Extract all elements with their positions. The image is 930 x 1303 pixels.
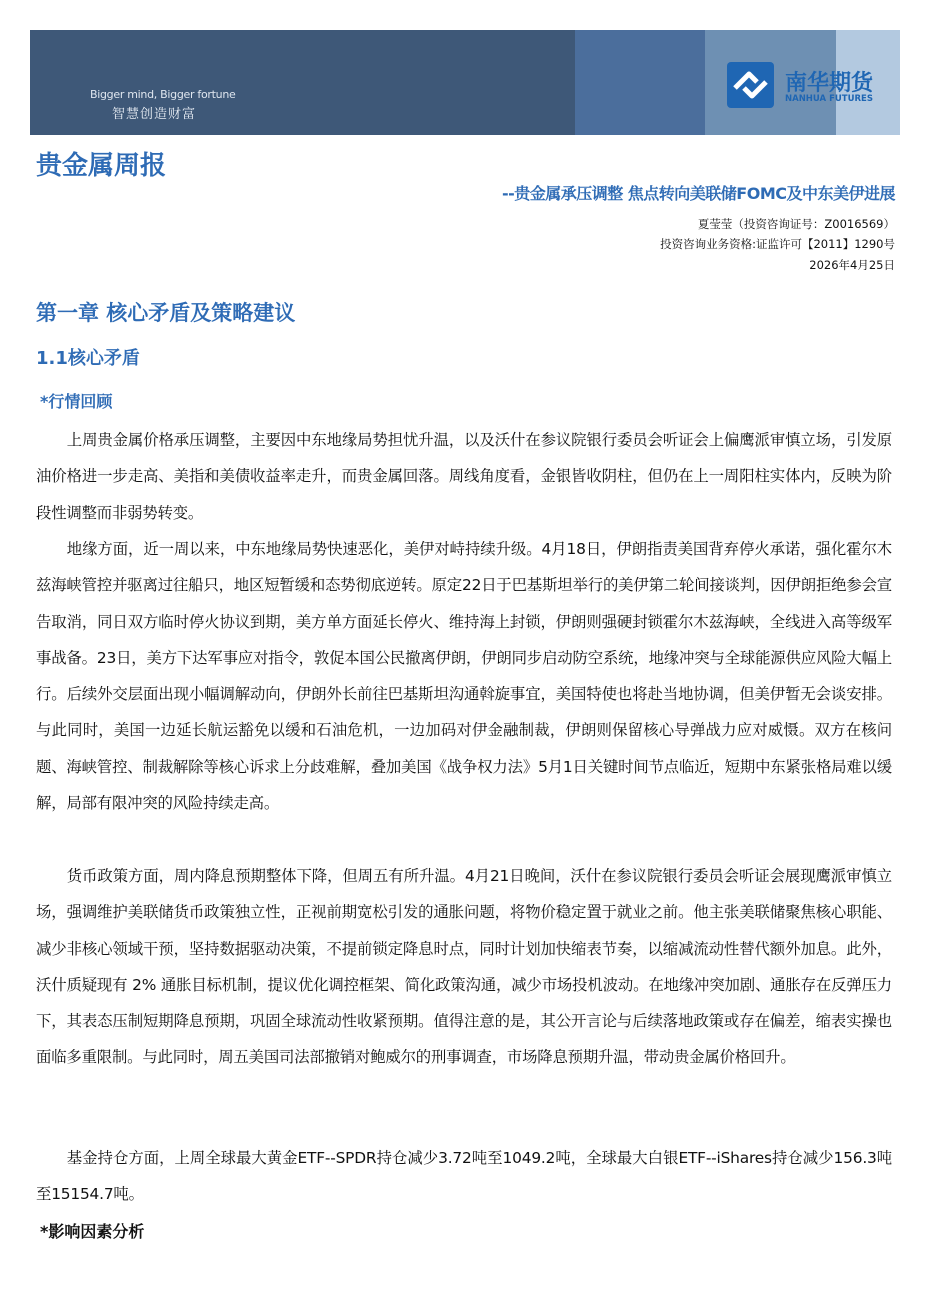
logo-text-chinese: 南华期货 — [785, 71, 874, 96]
logo-text-english: NANHUA FUTURES — [785, 94, 873, 104]
paragraph-market-review — [36, 422, 892, 531]
paragraph-fund-holdings — [36, 1140, 892, 1213]
nanhua-logo-icon — [727, 62, 774, 108]
section-heading: 1.1核心矛盾 — [36, 348, 140, 369]
header-banner — [30, 30, 900, 135]
slogan-chinese: 智慧创造财富 — [112, 107, 197, 122]
banner-panel-blue — [575, 30, 705, 135]
report-date: 2026年4月25日 — [809, 258, 895, 272]
subsection-market-review: *行情回顾 — [40, 392, 113, 411]
license-line: 投资咨询业务资格:证监许可【2011】1290号 — [660, 237, 895, 251]
paragraph-text: 上周贵金属价格承压调整，主要因中东地缘局势担忧升温，以及沃什在参议院银行委员会听证会上偏鹰派审慎立场，引发原油价格进一步走高、美指和美债收益率走升，而贵金属回落。周线角度看，金银皆收阴柱，但仍在上一周阳柱实体内，反映为阶段性调整而非弱势转变。 — [36, 431, 892, 522]
paragraph-geopolitics — [36, 531, 892, 821]
report-title: 贵金属周报 — [36, 151, 167, 181]
report-subtitle: --贵金属承压调整 焦点转向美联储FOMC及中东美伊进展 — [501, 184, 895, 203]
paragraph-monetary-policy — [36, 858, 892, 1076]
author-line: 夏莹莹（投资咨询证号：Z0016569） — [697, 217, 895, 231]
paragraph-text: 货币政策方面，周内降息预期整体下降，但周五有所升温。4月21日晚间，沃什在参议院银行委员会听证会展现鹰派审慎立场，强调维护美联储货币政策独立性，正视前期宽松引发的通胀问题，将物价稳定置于就业之前。他主张美联储聚焦核心职能、减少非核心领域干预，坚持数据驱动决策，不提前锁定降息时点，同时计划加快缩表节奏，以缩减流动性替代额外加息。此外，沃什质疑现有 2% 通胀目标机制，提议优化调控框架、简化政策沟通，减少市场投机波动。在地缘冲突加剧、通胀存在反弹压力下，其表态压制短期降息预期，巩固全球流动性收紧预期。值得注意的是，其公开言论与后续落地政策或存在偏差，缩表实操也面临多重限制。与此同时，周五美国司法部撤销对鲍威尔的刑事调查，市场降息预期升温，带动贵金属价格回升。 — [36, 867, 892, 1067]
chapter-heading: 第一章 核心矛盾及策略建议 — [36, 301, 296, 325]
slogan-english: Bigger mind, Bigger fortune — [90, 88, 236, 101]
paragraph-text: 地缘方面，近一周以来，中东地缘局势快速恶化，美伊对峙持续升级。4月18日，伊朗指责美国背弃停火承诺，强化霍尔木兹海峡管控并驱离过往船只，地区短暂缓和态势彻底逆转。原定22日于巴基斯坦举行的美伊第二轮间接谈判，因伊朗拒绝参会宣告取消，同日双方临时停火协议到期，美方单方面延长停火、维持海上封锁，伊朗则强硬封锁霍尔木兹海峡，全线进入高等级军事战备。23日，美方下达军事应对指令，敦促本国公民撤离伊朗，伊朗同步启动防空系统，地缘冲突与全球能源供应风险大幅上行。后续外交层面出现小幅调解动向，伊朗外长前往巴基斯坦沟通斡旋事宜，美国特使也将赴当地协调，但美伊暂无会谈安排。与此同时，美国一边延长航运豁免以缓和石油危机，一边加码对伊金融制裁，伊朗则保留核心导弹战力应对威慑。双方在核问题、海峡管控、制裁解除等核心诉求上分歧难解，叠加美国《战争权力法》5月1日关键时间节点临近，短期中东紧张格局难以缓解，局部有限冲突的风险持续走高。 — [36, 540, 892, 813]
paragraph-text: 基金持仓方面，上周全球最大黄金ETF--SPDR持仓减少3.72吨至1049.2吨，全球最大白银ETF--iShares持仓减少156.3吨至15154.7吨。 — [36, 1149, 892, 1204]
subsection-factor-analysis: *影响因素分析 — [40, 1222, 145, 1241]
